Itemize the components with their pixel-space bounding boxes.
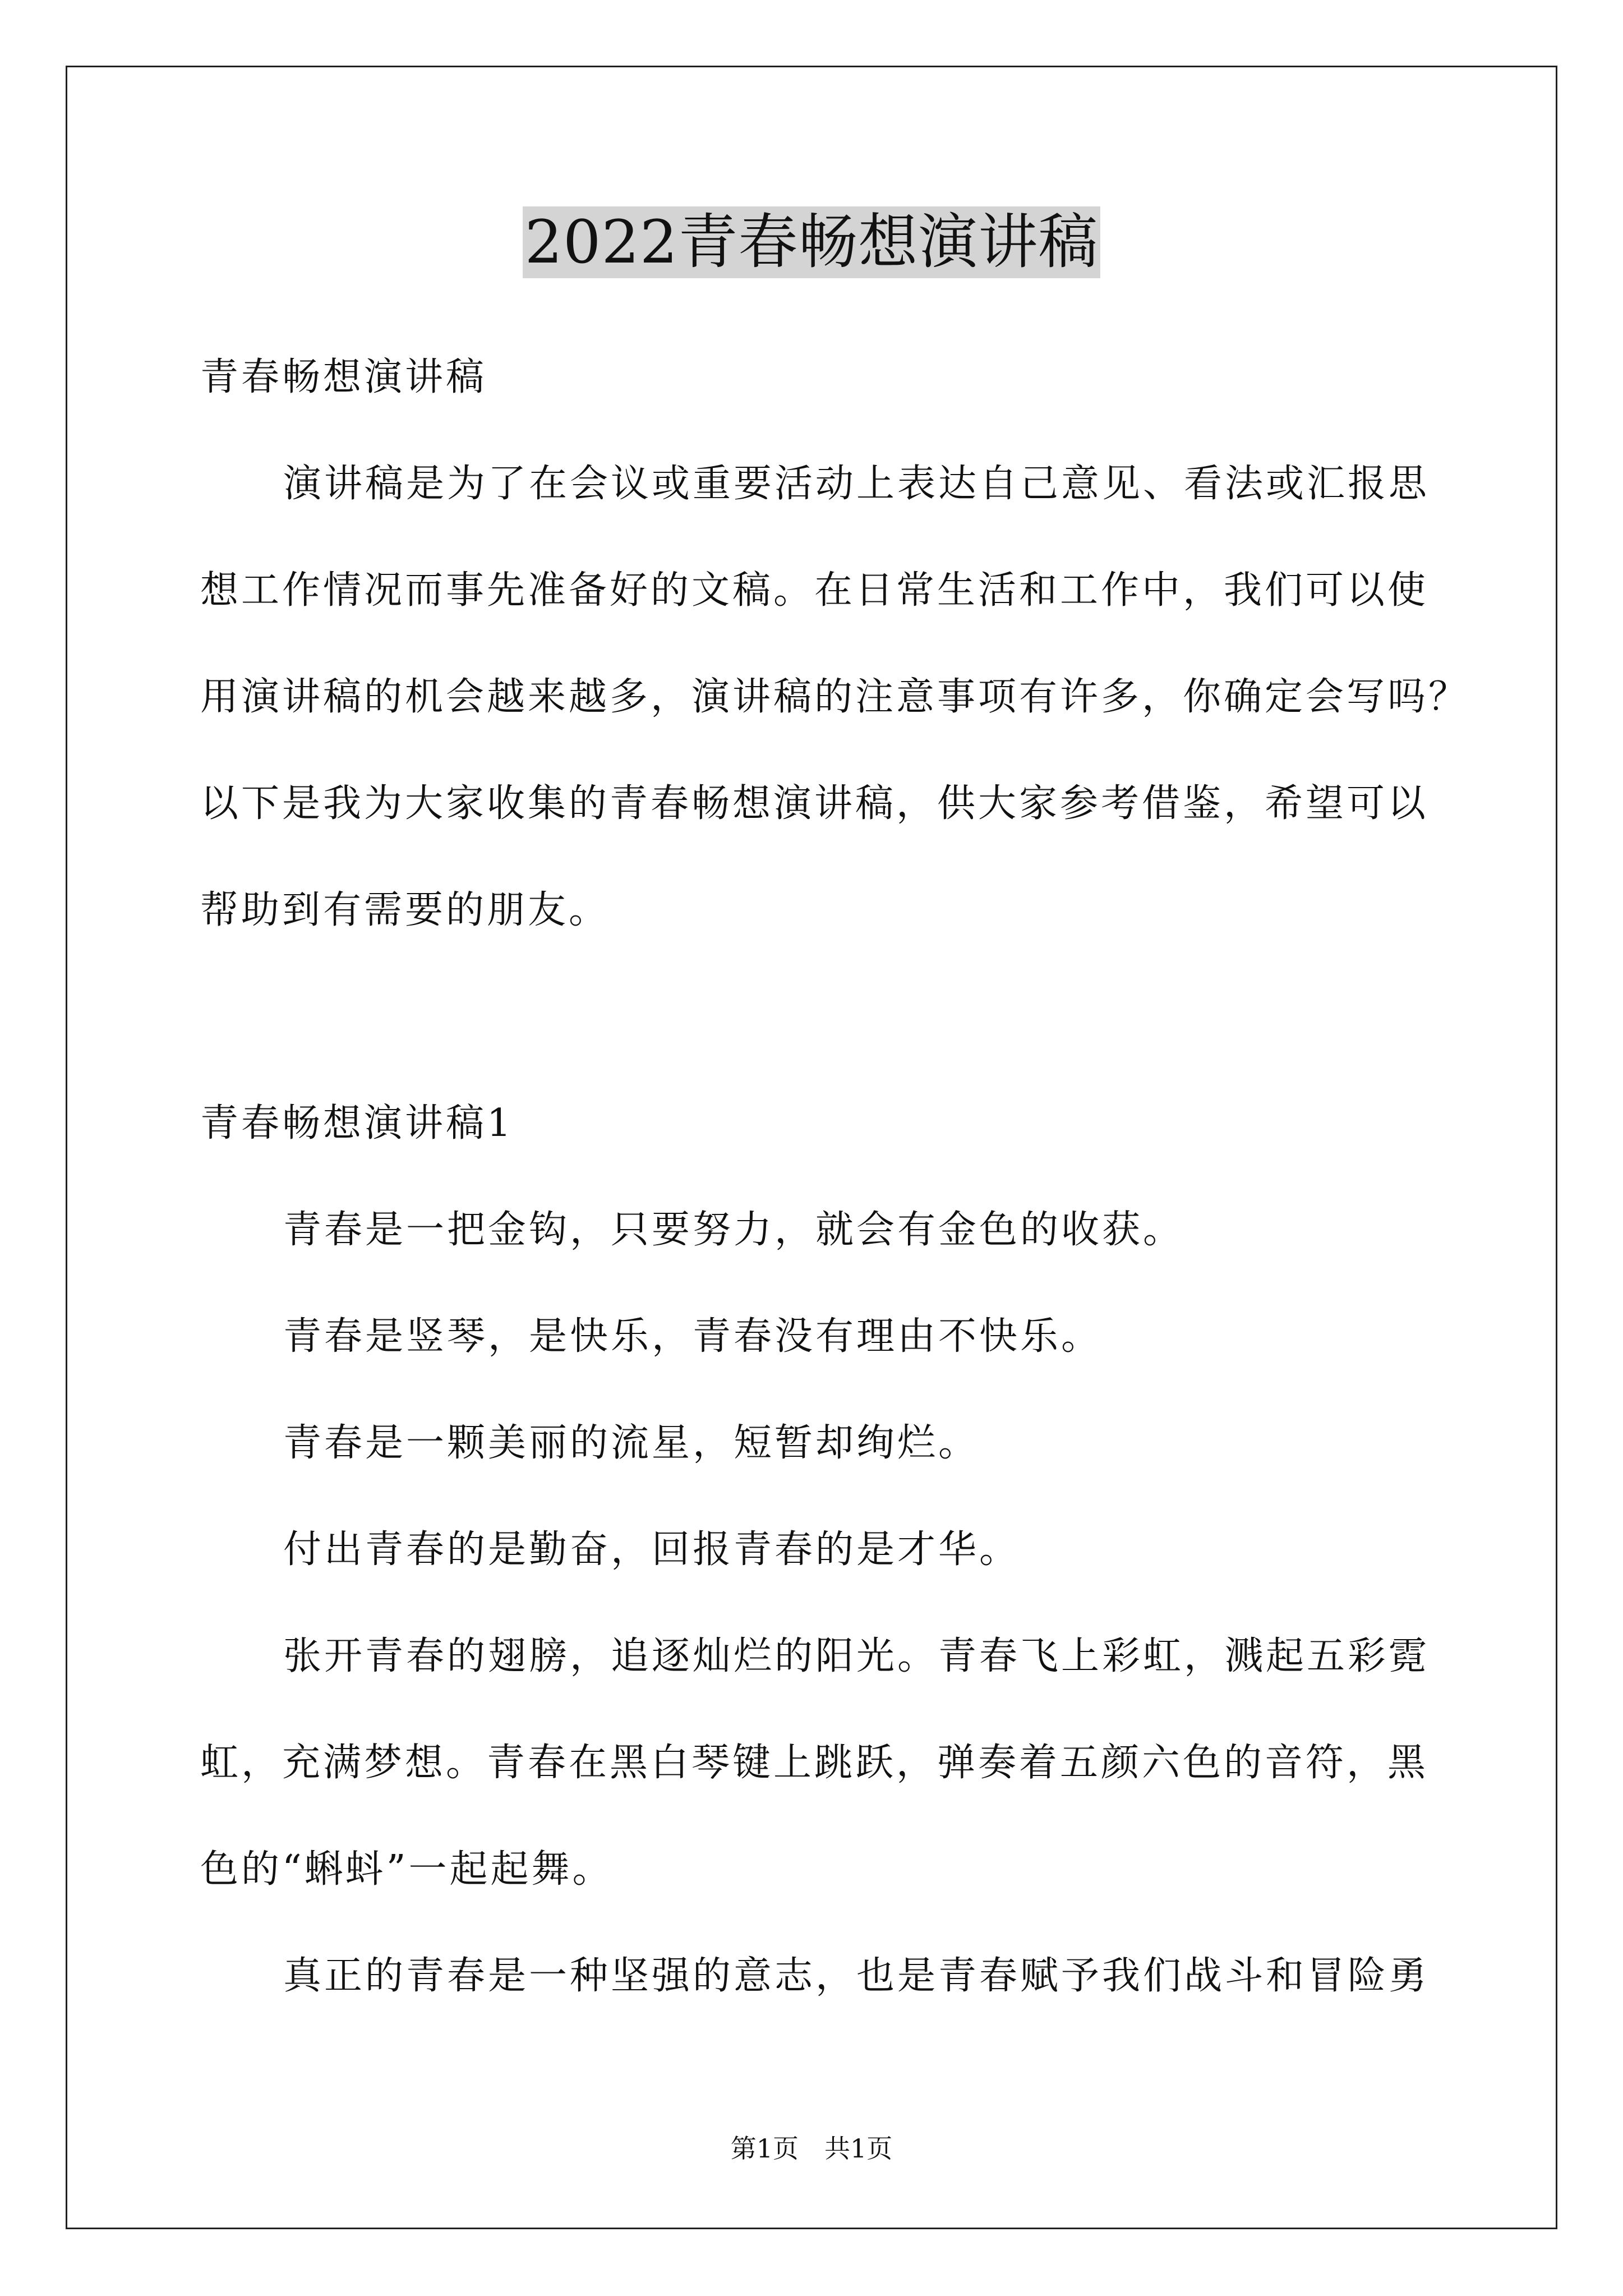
paragraph-line: 青春是一颗美丽的流星，短暂却绚烂。 (283, 1421, 980, 1465)
paragraph-line: 真正的青春是一种坚强的意志，也是青春赋予我们战斗和冒险勇 (283, 1954, 1430, 1998)
paragraph-line: 演讲稿是为了在会议或重要活动上表达自己意见、看法或汇报思 (283, 462, 1430, 506)
paragraph-line: 以下是我为大家收集的青春畅想演讲稿，供大家参考借鉴，希望可以 (200, 781, 1429, 826)
title-container (0, 206, 1623, 278)
paragraph-line: 张开青春的翅膀，追逐灿烂的阳光。青春飞上彩虹，溅起五彩霓 (283, 1634, 1430, 1678)
paragraph-line: 帮助到有需要的朋友。 (200, 888, 610, 932)
document-title: 2022青春畅想演讲稿 (523, 206, 1101, 278)
paragraph-line: 色的“蝌蚪”一起起舞。 (200, 1847, 614, 1892)
paragraph-line: 想工作情况而事先准备好的文稿。在日常生活和工作中，我们可以使 (200, 568, 1429, 613)
paragraph-line: 用演讲稿的机会越来越多，演讲稿的注意事项有许多，你确定会写吗？ (200, 675, 1470, 719)
page-footer: 第1页 共1页 (730, 2133, 893, 2164)
section-heading: 青春畅想演讲稿1 (200, 1101, 514, 1145)
section-heading: 青春畅想演讲稿 (200, 355, 487, 399)
paragraph-line: 青春是竖琴，是快乐，青春没有理由不快乐。 (283, 1314, 1103, 1359)
paragraph-line: 付出青春的是勤奋，回报青春的是才华。 (283, 1527, 1021, 1572)
paragraph-line: 青春是一把金钩，只要努力，就会有金色的收获。 (283, 1208, 1184, 1252)
paragraph-line: 虹，充满梦想。青春在黑白琴键上跳跃，弹奏着五颜六色的音符，黑 (200, 1741, 1429, 1785)
